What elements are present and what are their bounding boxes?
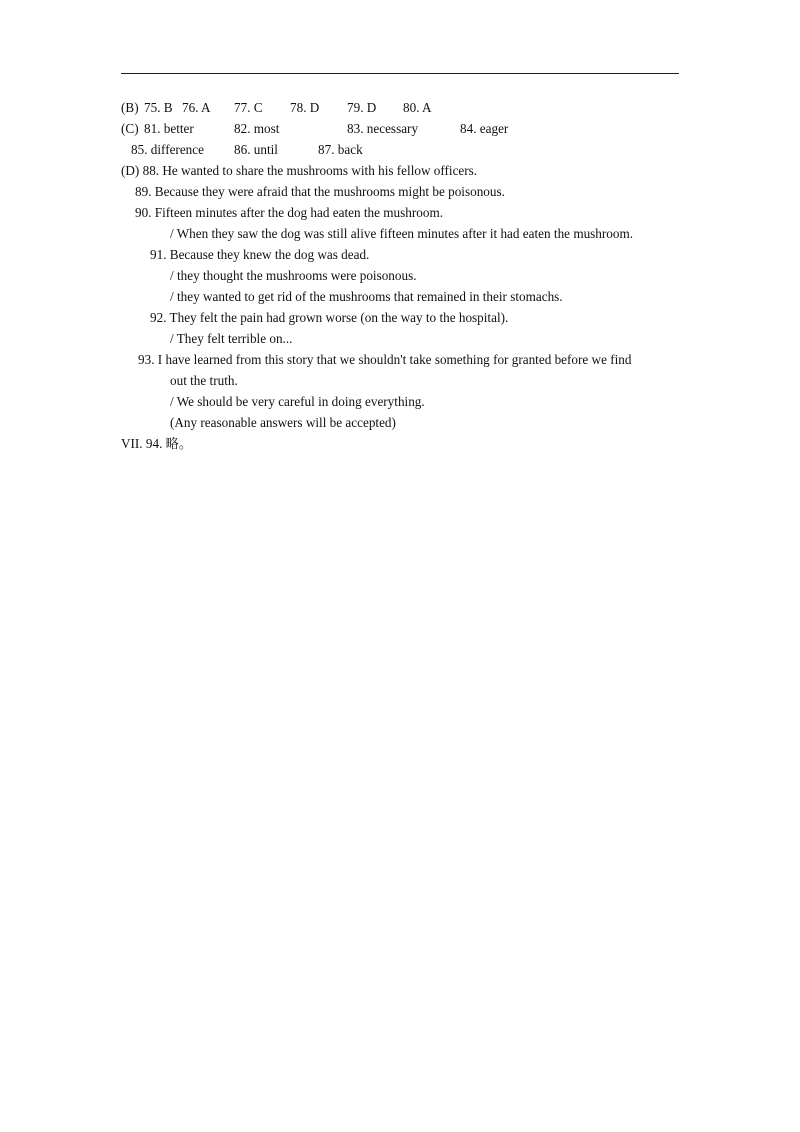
answer-91: 91. Because they knew the dog was dead.: [150, 247, 370, 262]
answer-75: 75. B: [144, 100, 173, 115]
answer-82: 82. most: [234, 121, 280, 136]
section-c-label: (C): [121, 121, 139, 136]
answer-87: 87. back: [318, 142, 363, 157]
answer-80: 80. A: [403, 100, 432, 115]
answer-83: 83. necessary: [347, 121, 419, 136]
section-c-row-2: [121, 142, 681, 158]
section-b-label: (B): [121, 100, 139, 115]
answer-89: 89. Because they were afraid that the mushrooms might be poisonous.: [135, 184, 505, 199]
answer-76: 76. A: [182, 100, 211, 115]
answer-85: 85. difference: [131, 142, 204, 157]
answer-84: 84. eager: [460, 121, 509, 136]
answer-77: 77. C: [234, 100, 263, 115]
answer-93-note: (Any reasonable answers will be accepted): [170, 415, 396, 430]
answer-90: 90. Fifteen minutes after the dog had eaten the mushroom.: [135, 205, 443, 220]
answer-86: 86. until: [234, 142, 278, 157]
section-b-row: [121, 100, 681, 116]
answer-92: 92. They felt the pain had grown worse (on the way to the hospital).: [150, 310, 509, 325]
answer-91-alt-1: / they thought the mushrooms were poisonous.: [170, 268, 417, 283]
answer-91-alt-2: / they wanted to get rid of the mushrooms that remained in their stomachs.: [170, 289, 563, 304]
answer-92-alt: / They felt terrible on...: [170, 331, 293, 346]
section-vii-answer: VII. 94. 略。: [121, 436, 193, 451]
section-c-row-1: [121, 121, 681, 137]
answer-81: 81. better: [144, 121, 194, 136]
answer-79: 79. D: [347, 100, 377, 115]
answer-93-alt: / We should be very careful in doing everything.: [170, 394, 425, 409]
answer-88: (D) 88. He wanted to share the mushrooms with his fellow officers.: [121, 163, 478, 178]
answer-78: 78. D: [290, 100, 320, 115]
top-rule: [121, 73, 679, 74]
answer-93-line-2: out the truth.: [170, 373, 238, 388]
answer-90-alt: / When they saw the dog was still alive fifteen minutes after it had eaten the mushroom.: [170, 226, 634, 241]
answer-93-line-1: 93. I have learned from this story that we shouldn't take something for granted before we find: [138, 352, 632, 367]
